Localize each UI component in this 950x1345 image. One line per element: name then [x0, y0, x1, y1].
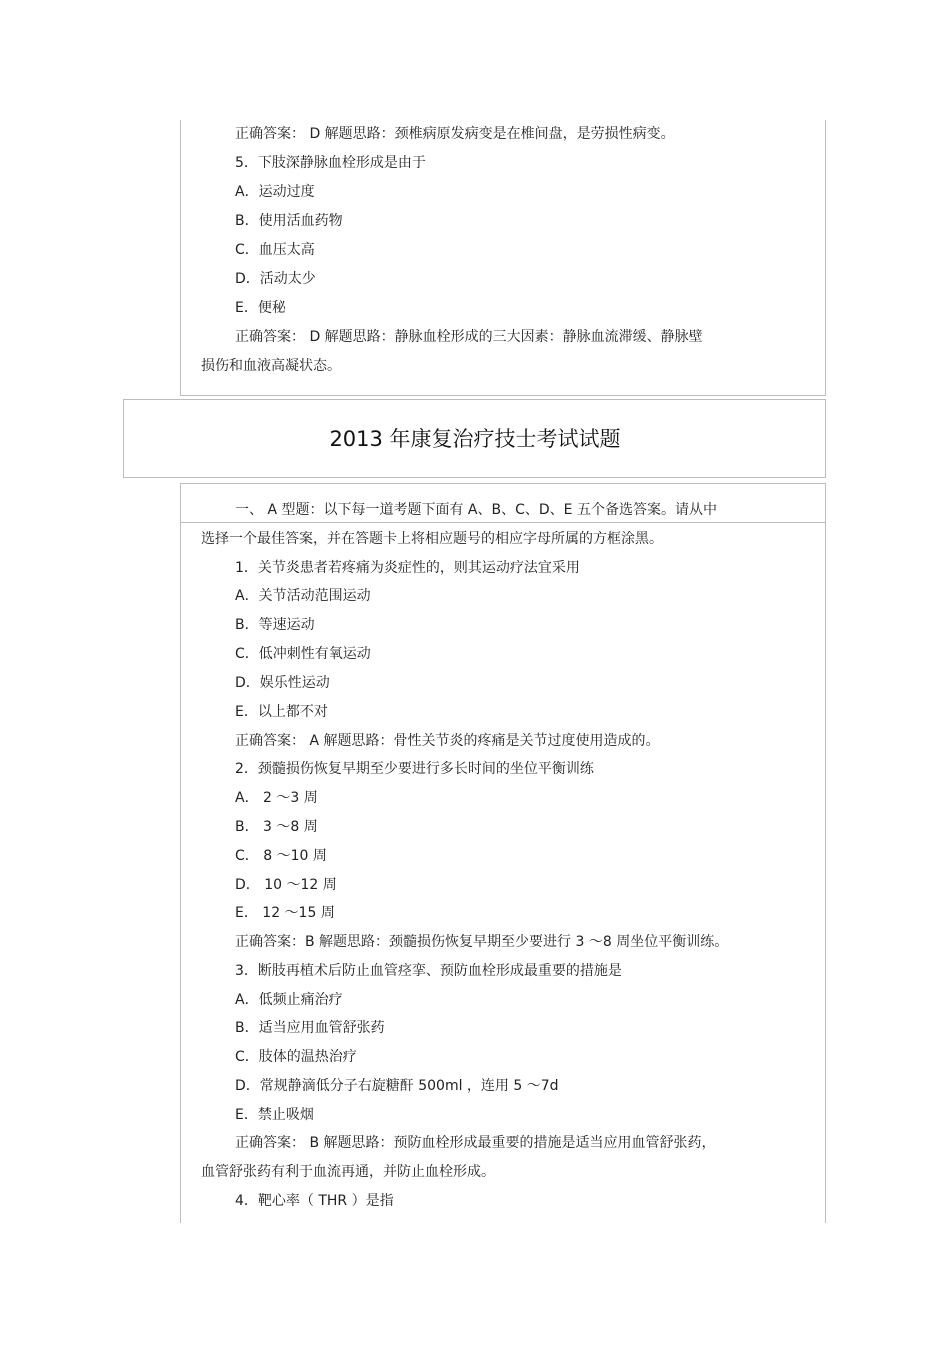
option-c: C．血压太高	[235, 242, 315, 258]
answer-continuation: 损伤和血液高凝状态。	[201, 358, 341, 374]
answer-line: 正确答案： D 解题思路：颈椎病原发病变是在椎间盘，是劳损性病变。	[235, 126, 675, 142]
page-title: 2013 年康复治疗技士考试试题	[329, 427, 621, 451]
answer-line: 正确答案：B 解题思路：颈髓损伤恢复早期至少要进行 3 ～8 周坐位平衡训练。	[235, 934, 729, 950]
answer-line: 正确答案： B 解题思路：预防血栓形成最重要的措施是适当应用血管舒张药，	[235, 1135, 716, 1151]
section-intro: 一、 A 型题：以下每一道考题下面有 A、B、C、D、E 五个备选答案。请从中	[235, 502, 717, 518]
option-d: D．常规静滴低分子右旋糖酐 500ml ，连用 5 ～7d	[235, 1078, 559, 1094]
option-a: A．运动过度	[235, 184, 315, 200]
option-e: E．便秘	[235, 300, 286, 316]
option-b: B． 3 ～8 周	[235, 819, 318, 835]
option-e: E．以上都不对	[235, 704, 328, 720]
answer-line: 正确答案： D 解题思路：静脉血栓形成的三大因素：静脉血流滞缓、静脉壁	[235, 329, 703, 345]
option-d: D．活动太少	[235, 271, 316, 287]
option-a: A．低频止痛治疗	[235, 992, 343, 1008]
option-d: D．娱乐性运动	[235, 675, 330, 691]
section-intro-continuation: 选择一个最佳答案，并在答题卡上将相应题号的相应字母所属的方框涂黑。	[201, 531, 663, 547]
question-stem: 4．靶心率（ THR ）是指	[235, 1193, 394, 1209]
option-b: B．使用活血药物	[235, 213, 343, 229]
answer-line: 正确答案： A 解题思路：骨性关节炎的疼痛是关节过度使用造成的。	[235, 733, 660, 749]
option-b: B．适当应用血管舒张药	[235, 1020, 385, 1036]
option-a: A．关节活动范围运动	[235, 588, 371, 604]
option-c: C．肢体的温热治疗	[235, 1049, 357, 1065]
question-stem: 2．颈髓损伤恢复早期至少要进行多长时间的坐位平衡训练	[235, 761, 594, 777]
option-e: E． 12 ～15 周	[235, 905, 335, 921]
question-stem: 1．关节炎患者若疼痛为炎症性的，则其运动疗法宜采用	[235, 560, 580, 576]
answer-continuation: 血管舒张药有利于血流再通，并防止血栓形成。	[201, 1164, 495, 1180]
option-d: D． 10 ～12 周	[235, 877, 337, 893]
option-c: C． 8 ～10 周	[235, 848, 327, 864]
option-a: A． 2 ～3 周	[235, 790, 318, 806]
option-b: B．等速运动	[235, 617, 315, 633]
option-e: E．禁止吸烟	[235, 1107, 314, 1123]
question-stem: 3．断肢再植术后防止血管痉挛、预防血栓形成最重要的措施是	[235, 963, 622, 979]
question-stem: 5．下肢深静脉血栓形成是由于	[235, 155, 426, 171]
option-c: C．低冲刺性有氧运动	[235, 646, 371, 662]
